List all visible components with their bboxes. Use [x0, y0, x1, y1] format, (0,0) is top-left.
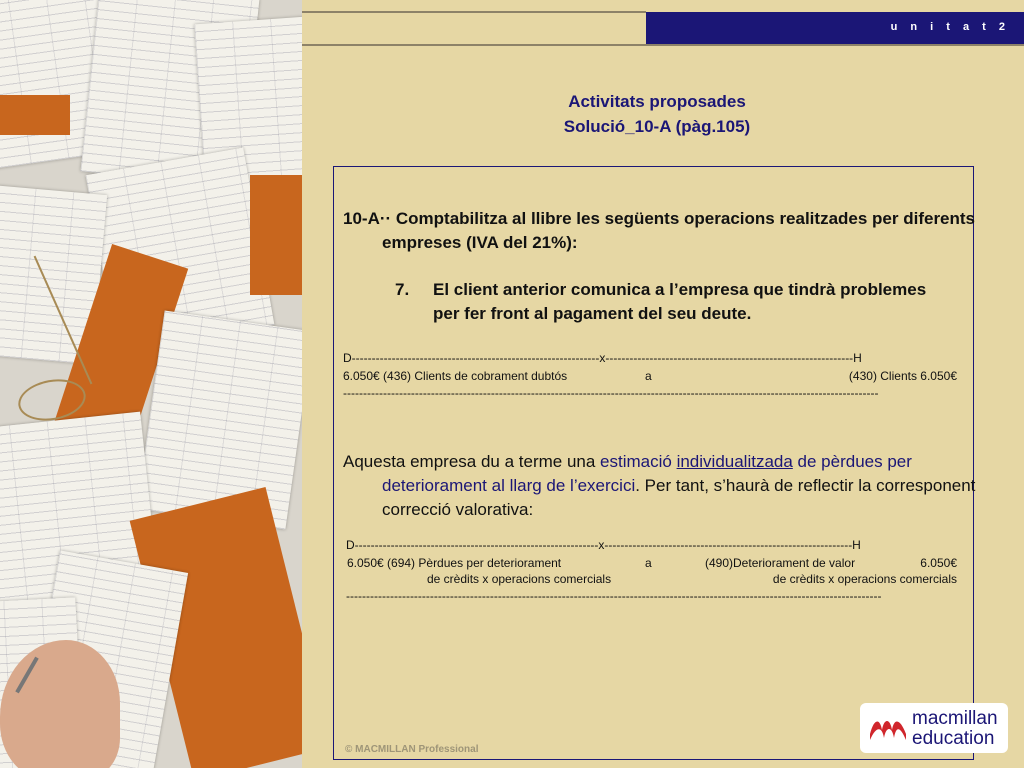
task-statement: 10-A·· Comptabilitza al llibre les següents operacions realitzades per diferents empreses (IVA del 21%):: [343, 209, 976, 252]
journal-entry-header: D--------------------------------------------------------------x--------------------------------------------------------------H: [343, 351, 862, 365]
unit-banner: [646, 12, 1024, 44]
paragraph-text-2: . Per tant, s’haurà de reflectir la corresponent correcció valorativa:: [382, 476, 976, 519]
credit-account-2: (490)Deteriorament de valor: [705, 556, 856, 570]
journal-entry-2-rule: --------------------------------------------------------------------------------------------------------------------------------------: [346, 589, 882, 603]
item-text: El client anterior comunica a l’empresa que tindrà problemes per fer front al pagament del seu deute.: [433, 280, 927, 323]
paragraph-highlight-1: estimació: [600, 452, 677, 471]
top-rule: [302, 11, 646, 13]
paragraph-link[interactable]: individualitzada: [676, 452, 793, 471]
unit-label: u n i t a t 2: [890, 21, 1010, 33]
background-photo: [0, 0, 302, 768]
journal-entry-rule: --------------------------------------------------------------------------------------------------------------------------------------: [343, 386, 879, 400]
copyright: © MACMILLAN Professional: [345, 744, 479, 755]
journal-entry-2-row-2: [343, 572, 959, 587]
logo-text-line2: education: [912, 728, 995, 749]
logo-text-line1: macmillan: [912, 708, 998, 729]
debit-account-2: 6.050€ (694) Pèrdues per deteriorament: [347, 556, 562, 570]
paragraph-text-1: Aquesta empresa du a terme una: [343, 452, 601, 471]
entry-2-connector: a: [645, 556, 652, 570]
paragraph-highlight-2: de pèrdues per deteriorament al llarg de l’exercici: [382, 452, 912, 495]
slide-title: Activitats proposades: [568, 92, 746, 111]
macmillan-logo-icon: [868, 712, 908, 744]
macmillan-education-logo: [860, 703, 1008, 753]
entry-connector: a: [645, 369, 652, 383]
credit-account-2-detail: de crèdits x operacions comercials: [772, 572, 957, 586]
journal-entry-2-row-1: [343, 556, 959, 571]
numbered-item: [395, 278, 935, 326]
credit-account: (430) Clients 6.050€: [848, 369, 957, 383]
header-rule: [302, 44, 1024, 46]
item-number: 7.: [395, 280, 410, 299]
journal-entry-2-header: D-------------------------------------------------------------x--------------------------------------------------------------H: [346, 538, 861, 552]
explanation-paragraph: [343, 450, 1006, 522]
debit-account: 6.050€ (436) Clients de cobrament dubtós: [343, 369, 568, 383]
debit-account-2-detail: de crèdits x operacions comercials: [427, 572, 612, 586]
journal-entry-row: [343, 369, 959, 384]
slide-subtitle: Solució_10-A (pàg.105): [563, 117, 751, 136]
credit-amount-2: 6.050€: [920, 556, 957, 570]
